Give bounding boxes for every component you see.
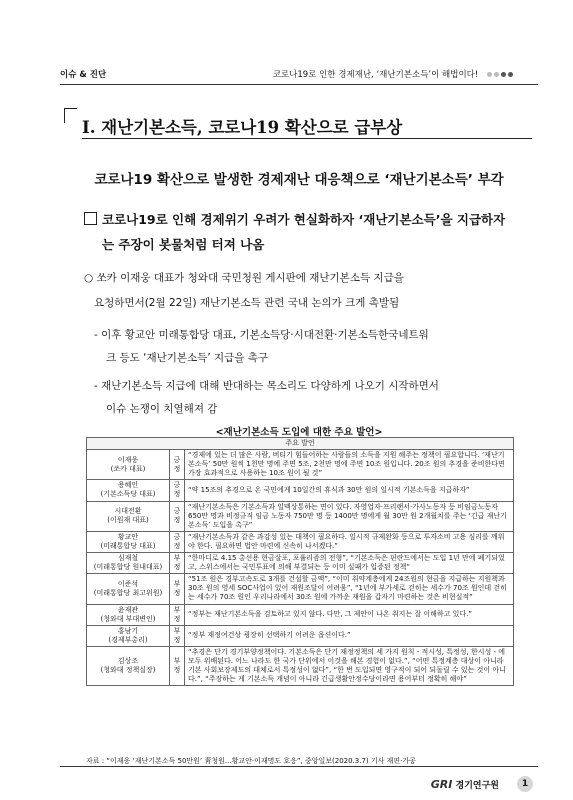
bullet-line1: ○ 쏘카 이재웅 대표가 청와대 국민청원 게시판에 재난기본소득 지급을 (84, 272, 404, 284)
speaker-cell: 황교안 (미래통합당 대표) (87, 531, 170, 552)
quote-cell: “경제에 있는 더 많은 사람, 버티기 힘들어하는 사람들의 소득을 지원 해주는 정책이 필요합니다. ‘재난기본소득’ 50만 원씩 1천만 명에 주면 5조, 2천만 명에 주면 10조 원입니다. 20조 원의 추경을 준비한다면 가장 효과적으로 사용하는 10조 원이 될 것” (185, 450, 514, 480)
bracket-corner-icon (64, 108, 77, 123)
table-title: <재난기본소득 도입에 대한 주요 발언> (215, 427, 383, 438)
table-row (87, 553, 514, 574)
gri-logo (431, 778, 499, 791)
footer (413, 776, 533, 792)
table-header: 주요 발언 (87, 438, 514, 450)
table-row (87, 531, 514, 552)
quote-cell: “추경은 단기 경기부양정책이다. 기본소득은 단기 재정정책의 세 가지 원칙 - 적시성, 특정성, 한시성 - 에 모두 위배된다. 어느 나라도 한 국가 단위에서 이것을 해본 경험이 없다.”, “어떤 특정계층 대상이 아니라 기본 사회보장제도의 대체로서 특정성이 없다”, “한 번 도입되면 영구적이 되어 되돌릴 수 있는 것이 아니다.”, “주장하는 게 기본소득 개념이 아니라 긴급생활안정수당이라면 용어부터 정확히 해야” (185, 646, 514, 685)
section-tag: 이슈 & 진단 (60, 70, 107, 80)
speaker-cell: 이재웅 (쏘카 대표) (87, 450, 170, 480)
stance-cell: 긍정 (170, 450, 185, 480)
table-row (87, 604, 514, 625)
stance-cell: 부정 (170, 574, 185, 604)
table-row (87, 625, 514, 646)
subtitle: 코로나19 확산으로 발생한 경제재난 대응책으로 ‘재난기본소득’ 부각 (94, 172, 504, 188)
quote-cell: “재난기본소득은 기본소득과 일맥상통하는 면이 있다. 자영업자·프리랜서·가사노동자 등 비임금노동자 650만 명과 비정규직 임금 노동자 750만 명 등 1400만 명에게 월 30만 원 2개월치를 주는 ‘긴급 재난기본소득’ 도입을 촉구” (185, 501, 514, 531)
speaker-cell: 시대전환 (이원재 대표) (87, 501, 170, 531)
stance-cell: 부정 (170, 604, 185, 625)
stance-cell: 부정 (170, 625, 185, 646)
logo-mark: GRI (430, 778, 453, 791)
running-header (0, 68, 573, 84)
speaker-cell: 김상조 (청와대 정책실장) (87, 646, 170, 685)
quote-cell: “정부 재정여건상 굉장히 선택하기 어려운 옵션이다.” (185, 625, 514, 646)
bullet-line2: 요청하면서(2월 22일) 재난기본소득 관련 국내 논의가 크게 촉발됨 (94, 297, 400, 309)
stance-cell: 긍정 (170, 501, 185, 531)
dash2-line1: - 재난기본소득 지급에 대해 반대하는 목소리도 다양하게 나오기 시작하면서 (94, 380, 439, 392)
table-row (87, 574, 514, 604)
table-header-row (87, 438, 514, 450)
source-note: 자료 : “이재웅 ‘재난기본소득 50만원’ 靑청원...황교안·이재명도 호응”, 중앙일보(2020.3.7) 기사 재편·가공 (86, 757, 416, 765)
main-point-line2: 는 주장이 봇물처럼 터져 나옴 (102, 237, 265, 252)
stance-cell: 부정 (170, 646, 185, 685)
speaker-cell: 홍남기 (경제부총리) (87, 625, 170, 646)
table-row (87, 480, 514, 501)
header-rule (60, 84, 538, 85)
quote-cell: “약 15조의 추경으로 온 국민에게 10일간의 휴식과 30만 원의 일시적 기본소득을 지급하자” (185, 480, 514, 501)
quote-cell: “51조 원은 경부고속도로 3개를 건설할 금액”, “이미 취약계층에게 24조원의 현금을 지급하는 지원책과 30조 원의 영세 SOC사업이 있어 재원조달이 어려움”, “1년에 부가세로 걷히는 세수가 70조 원인데 걷히는 세수가 70조 원인 우리나라에서 30조 원에 가까운 재원을 갑자기 마련하는 것은 비현실적” (185, 574, 514, 604)
table-row (87, 646, 514, 685)
running-title (273, 68, 513, 80)
statements-table (86, 437, 514, 686)
speaker-cell: 윤재관 (청와대 부대변인) (87, 604, 170, 625)
section-underline (82, 138, 532, 139)
speaker-cell: 용혜인 (기본소득당 대표) (87, 480, 170, 501)
checkbox-square-icon (84, 212, 97, 225)
page-number: 1 (517, 776, 533, 792)
speaker-cell: 심재철 (미래통합당 원내대표) (87, 553, 170, 574)
stance-cell: 부정 (170, 553, 185, 574)
speaker-cell: 이준석 (미래통합당 최고위원) (87, 574, 170, 604)
main-point-line1: 코로나19로 인해 경제위기 우려가 현실화하자 ‘재난기본소득’을 지급하자 (102, 212, 506, 227)
stance-cell: 긍정 (170, 531, 185, 552)
dash1-line2: 크 등도 ‘재난기본소득’ 지급을 촉구 (106, 352, 269, 364)
quote-cell: “한마디로 4.15 총선용 현금살포, 포퓰리즘의 전형”, “기본소득은 핀란드에서는 도입 1년 만에 폐기되었고, 스위스에서는 국민투표에 의해 부결되는 등 이미 실패가 입증된 정책” (185, 553, 514, 574)
footer-rule (60, 766, 538, 767)
running-title-text: 코로나19로 인한 경제재난, ‘재난기본소득’이 해법이다! (272, 70, 479, 80)
dots-icon (485, 70, 513, 80)
table-row (87, 501, 514, 531)
dash2-line2: 이슈 논쟁이 치열해져 감 (106, 403, 218, 415)
dash1-line1: - 이후 황교안 미래통합당 대표, 기본소득당·시대전환·기본소득한국네트워 (94, 329, 429, 341)
section-heading (64, 108, 534, 138)
stance-cell: 긍정 (170, 480, 185, 501)
quote-cell: “정부는 재난기본소득을 검토하고 있지 않다. 다만, 그 제안이 나온 취지는 잘 이해하고 있다.” (185, 604, 514, 625)
logo-text: 경기연구원 (455, 781, 499, 791)
quote-cell: “재난기본소득과 같은 과감성 있는 대책이 필요하다. 일시적 규제완화 등으로 투자소비 고용 심리를 깨워야 한다. 필요하면 법안 마련에 신속히 나서겠다.” (185, 531, 514, 552)
section-title: Ⅰ. 재난기본소득, 코로나19 확산으로 급부상 (82, 118, 403, 137)
table-row (87, 450, 514, 480)
